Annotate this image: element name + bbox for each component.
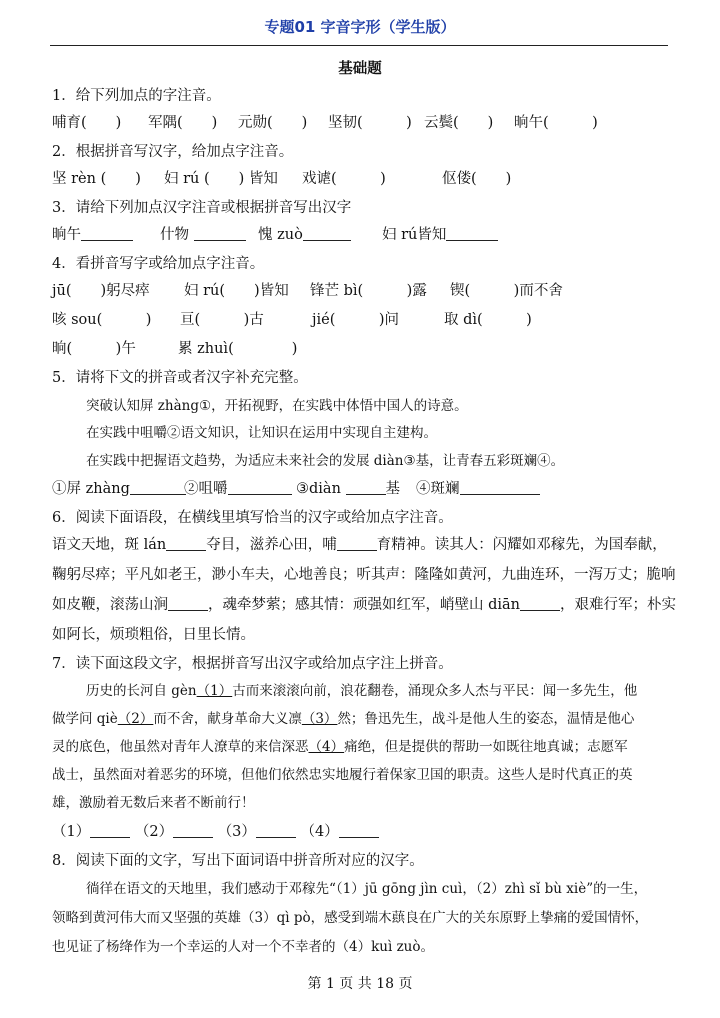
q3-answer-blank-3[interactable] bbox=[303, 226, 351, 241]
q7-answers: （1） （2） （3） （4） bbox=[52, 822, 668, 842]
q6-line: 如阿长，烦琐粗俗，日里长情。 bbox=[52, 627, 255, 643]
q8-passage-line: 也见证了杨绛作为一个幸运的人对一个不幸者的（4）kuì zuò。 bbox=[52, 939, 435, 955]
q6-answer-blank-4[interactable] bbox=[520, 596, 560, 611]
q4-item: 锋芒 bì( )露 bbox=[310, 283, 427, 299]
q5-passage-line: 在实践中把握语文趋势，为适应未来社会的发展 diàn③基，让青春五彩斑斓④。 bbox=[86, 453, 565, 469]
q7-passage-line: 历史的长河自 gèn（1）古而来滚滚向前，浪花翻卷，涌现众多人杰与平民：闻一多先生，他 bbox=[86, 683, 638, 699]
q4-stem: 4．看拼音写字或给加点字注音。 bbox=[52, 256, 265, 272]
q6-answer-blank-3[interactable] bbox=[168, 596, 208, 611]
q2-item: 戏谑( ) bbox=[302, 171, 386, 187]
q6-answer-blank-1[interactable] bbox=[166, 536, 206, 551]
q3-answer-blank-4[interactable] bbox=[446, 226, 498, 241]
q7-stem: 7．读下面这段文字，根据拼音写出汉字或给加点字注上拼音。 bbox=[52, 656, 453, 672]
q4-item: 锲( )而不舍 bbox=[450, 283, 563, 299]
q1-item: 哺育( ) bbox=[52, 115, 122, 131]
q4-item: jū( )躬尽瘁 bbox=[52, 283, 150, 299]
q5-answer-item: ③diàn 基 bbox=[296, 481, 401, 497]
q1-item: 元勋( ) bbox=[238, 115, 308, 131]
q2-item: 伛偻( ) bbox=[442, 171, 512, 187]
q3-answer-blank-1[interactable] bbox=[81, 226, 133, 241]
q7-answer-blank-3[interactable] bbox=[256, 823, 296, 838]
q5-answer-blank-3[interactable] bbox=[346, 480, 386, 495]
q6-line: 如皮鞭，滚荡山涧 ，魂牵梦萦；感其情：顽强如红军，峭壁山 diān ，艰难行军；朴实 bbox=[52, 597, 677, 613]
header-divider bbox=[50, 45, 668, 46]
document-header-title: 专题01 字音字形（学生版） bbox=[264, 18, 456, 36]
q4-item: 晌( )午 bbox=[52, 341, 136, 357]
q4-item: 取 dì( ) bbox=[444, 312, 532, 328]
q7-passage-line: 雄，激励着无数后来者不断前行！ bbox=[52, 795, 255, 811]
q3-item: 什物 bbox=[160, 225, 246, 245]
q3-item: 妇 rú皆知 bbox=[382, 225, 498, 245]
page-number-footer: 第 1 页 共 18 页 bbox=[307, 976, 413, 992]
q5-answer-blank-1[interactable] bbox=[130, 480, 186, 495]
q4-item: 累 zhuì( ) bbox=[178, 341, 298, 357]
q1-item: 军隅( ) bbox=[148, 115, 218, 131]
q7-answer-blank-2[interactable] bbox=[173, 823, 213, 838]
q6-line: 鞠躬尽瘁；平凡如老王，渺小车夫，心地善良；听其声：隆隆如黄河，九曲连环，一泻万丈；脆响 bbox=[52, 567, 676, 583]
q1-item: 坚韧( ) bbox=[328, 115, 412, 131]
q6-answer-blank-2[interactable] bbox=[337, 536, 377, 551]
q8-passage-line: 徜徉在语文的天地里，我们感动于邓稼先“（1）jū gōng jìn cuì，（2）zhì sǐ bù xiè”的一生， bbox=[86, 881, 648, 897]
q6-stem: 6．阅读下面语段，在横线里填写恰当的汉字或给加点字注音。 bbox=[52, 510, 453, 526]
q1-stem: 1．给下列加点的字注音。 bbox=[52, 88, 221, 104]
q5-answer-blank-4[interactable] bbox=[460, 480, 540, 495]
q2-item: 坚 rèn ( ) bbox=[52, 171, 141, 187]
q4-item: 妇 rú( )皆知 bbox=[184, 283, 289, 299]
q4-item: 咳 sou( ) bbox=[52, 312, 152, 328]
q3-item: 晌午 bbox=[52, 225, 133, 245]
q2-stem: 2．根据拼音写汉字，给加点字注音。 bbox=[52, 144, 294, 160]
q7-passage-line: 战士，虽然面对着恶劣的环境，但他们依然忠实地履行着保家卫国的职责。这些人是时代真正的英 bbox=[52, 767, 633, 783]
q1-item: 晌午( ) bbox=[514, 115, 598, 131]
q3-stem: 3．请给下列加点汉字注音或根据拼音写出汉字 bbox=[52, 200, 352, 216]
q3-item: 愧 zuò bbox=[258, 225, 351, 245]
q7-answer-blank-4[interactable] bbox=[339, 823, 379, 838]
q5-passage-line: 在实践中咀嚼②语文知识，让知识在运用中实现自主建构。 bbox=[86, 425, 437, 441]
q5-answer-blank-2[interactable] bbox=[228, 480, 292, 495]
q7-passage-line: 灵的底色，他虽然对青年人潦草的来信深恶（4）痛绝，但是提供的帮助一如既往地真诚；志愿军 bbox=[52, 739, 628, 755]
q5-answer-item: ④斑斓 bbox=[416, 479, 540, 499]
q8-passage-line: 领略到黄河伟大而又坚强的英雄（3）qì pò，感受到端木蕻良在广大的关东原野上挚痛的爱国情怀， bbox=[52, 910, 649, 926]
q8-stem: 8．阅读下面的文字，写出下面词语中拼音所对应的汉字。 bbox=[52, 853, 424, 869]
q1-item: 云鬓( ) bbox=[424, 115, 494, 131]
q5-answer-item: ①屏 zhàng bbox=[52, 479, 186, 499]
q2-item: 妇 rú ( ) 皆知 bbox=[164, 171, 278, 187]
q5-stem: 5．请将下文的拼音或者汉字补充完整。 bbox=[52, 370, 308, 386]
q7-answer-blank-1[interactable] bbox=[90, 823, 130, 838]
q7-passage-line: 做学问 qiè（2）而不舍，献身革命大义凛（3）然；鲁迅先生，战斗是他人生的姿态，温情是他心 bbox=[52, 711, 635, 727]
q5-passage-line: 突破认知屏 zhàng①，开拓视野，在实践中体悟中国人的诗意。 bbox=[86, 398, 468, 414]
q3-answer-blank-2[interactable] bbox=[194, 226, 246, 241]
q5-answer-item: ②咀嚼 bbox=[184, 479, 292, 499]
q6-line: 语文天地，斑 lán 夺目，滋养心田，哺 育精神。读其人：闪耀如邓稼先，为国奉献， bbox=[52, 537, 667, 553]
q4-item: jié( )问 bbox=[312, 312, 400, 328]
section-title: 基础题 bbox=[338, 61, 382, 77]
q4-item: 亘( )古 bbox=[180, 312, 264, 328]
